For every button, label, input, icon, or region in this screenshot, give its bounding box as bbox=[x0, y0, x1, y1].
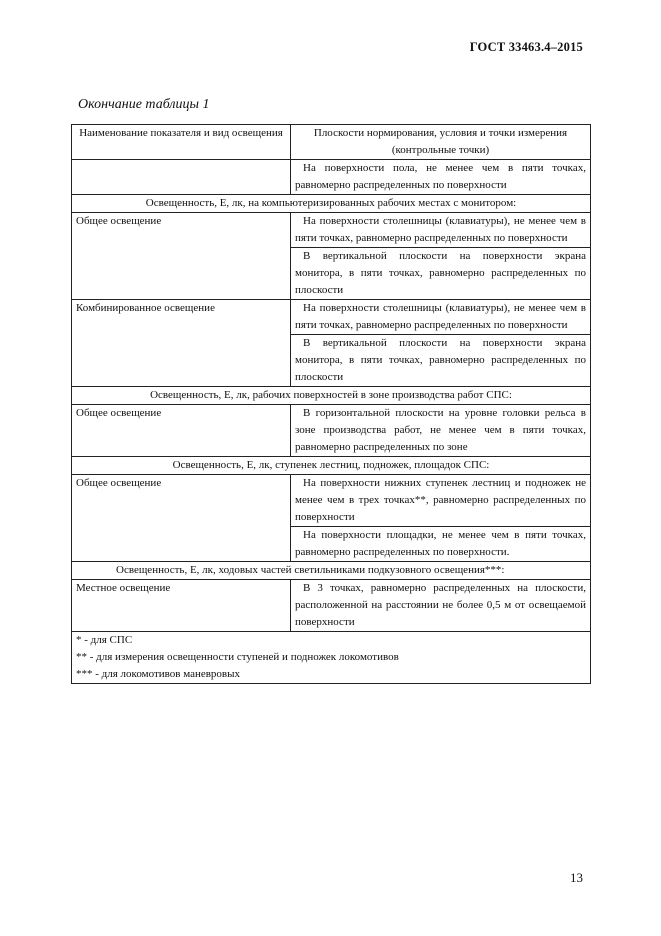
continued-row-text: На поверхности пола, не менее чем в пяти точках, равномерно распределенных по поверхности bbox=[291, 160, 591, 195]
plane-text: В 3 точках, равномерно распределенных на плоскости, расположенной на расстоянии не более 0,5 м от освещаемой поверхности bbox=[291, 580, 591, 632]
table-row bbox=[72, 580, 591, 632]
table-caption: Окончание таблицы 1 bbox=[78, 97, 210, 112]
footnotes-row bbox=[72, 632, 591, 684]
footnote: *** - для локомотивов маневровых bbox=[76, 668, 241, 680]
table-row bbox=[72, 475, 591, 527]
section-row bbox=[72, 387, 591, 405]
table-header-row bbox=[72, 125, 591, 160]
plane-text: В горизонтальной плоскости на уровне головки рельса в зоне производства работ, не менее чем в пяти точках, равномерно распределенных по зоне bbox=[291, 405, 591, 457]
indicator-general-lighting: Общее освещение bbox=[72, 405, 291, 457]
empty-cell bbox=[72, 160, 291, 195]
plane-text: На поверхности нижних ступенек лестниц и подножек не менее чем в трех точках**, равномерно распределенных по поверхности bbox=[291, 475, 591, 527]
table-row bbox=[72, 160, 591, 195]
indicator-general-lighting: Общее освещение bbox=[72, 475, 291, 562]
norms-table bbox=[71, 124, 591, 684]
section-title-stairs: Освещенность, Е, лк, ступенек лестниц, подножек, площадок СПС: bbox=[72, 457, 591, 475]
section-row bbox=[72, 195, 591, 213]
table-row bbox=[72, 213, 591, 248]
indicator-combined-lighting: Комбинированное освещение bbox=[72, 300, 291, 387]
footnote: ** - для измерения освещенности ступеней и подножек локомотивов bbox=[76, 651, 399, 663]
footnotes bbox=[72, 632, 591, 684]
plane-text: В вертикальной плоскости на поверхности экрана монитора, в пяти точках, равномерно распределенных по плоскости bbox=[291, 248, 591, 300]
indicator-local-lighting: Местное освещение bbox=[72, 580, 291, 632]
section-title-undercarriage: Освещенность, Е, лк, ходовых частей светильниками подкузовного освещения***: bbox=[72, 562, 591, 580]
column-header-planes: Плоскости нормирования, условия и точки измерения (контрольные точки) bbox=[291, 125, 591, 160]
footnote: * - для СПС bbox=[76, 634, 133, 646]
column-header-indicator: Наименование показателя и вид освещения bbox=[72, 125, 291, 160]
section-row bbox=[72, 562, 591, 580]
plane-text: На поверхности столешницы (клавиатуры), не менее чем в пяти точках, равномерно распределенных по поверхности bbox=[291, 213, 591, 248]
page-number: 13 bbox=[570, 870, 583, 885]
section-title-workstations: Освещенность, Е, лк, на компьютеризированных рабочих местах с монитором: bbox=[72, 195, 591, 213]
plane-text: На поверхности столешницы (клавиатуры), не менее чем в пяти точках, равномерно распределенных по поверхности bbox=[291, 300, 591, 335]
document-code: ГОСТ 33463.4–2015 bbox=[469, 40, 583, 54]
indicator-general-lighting: Общее освещение bbox=[72, 213, 291, 300]
table-row bbox=[72, 300, 591, 335]
section-row bbox=[72, 457, 591, 475]
table-row bbox=[72, 405, 591, 457]
plane-text: На поверхности площадки, не менее чем в пяти точках, равномерно распределенных по поверхности. bbox=[291, 527, 591, 562]
section-title-work-zone: Освещенность, Е, лк, рабочих поверхностей в зоне производства работ СПС: bbox=[72, 387, 591, 405]
plane-text: В вертикальной плоскости на поверхности экрана монитора, в пяти точках, равномерно распределенных по плоскости bbox=[291, 335, 591, 387]
